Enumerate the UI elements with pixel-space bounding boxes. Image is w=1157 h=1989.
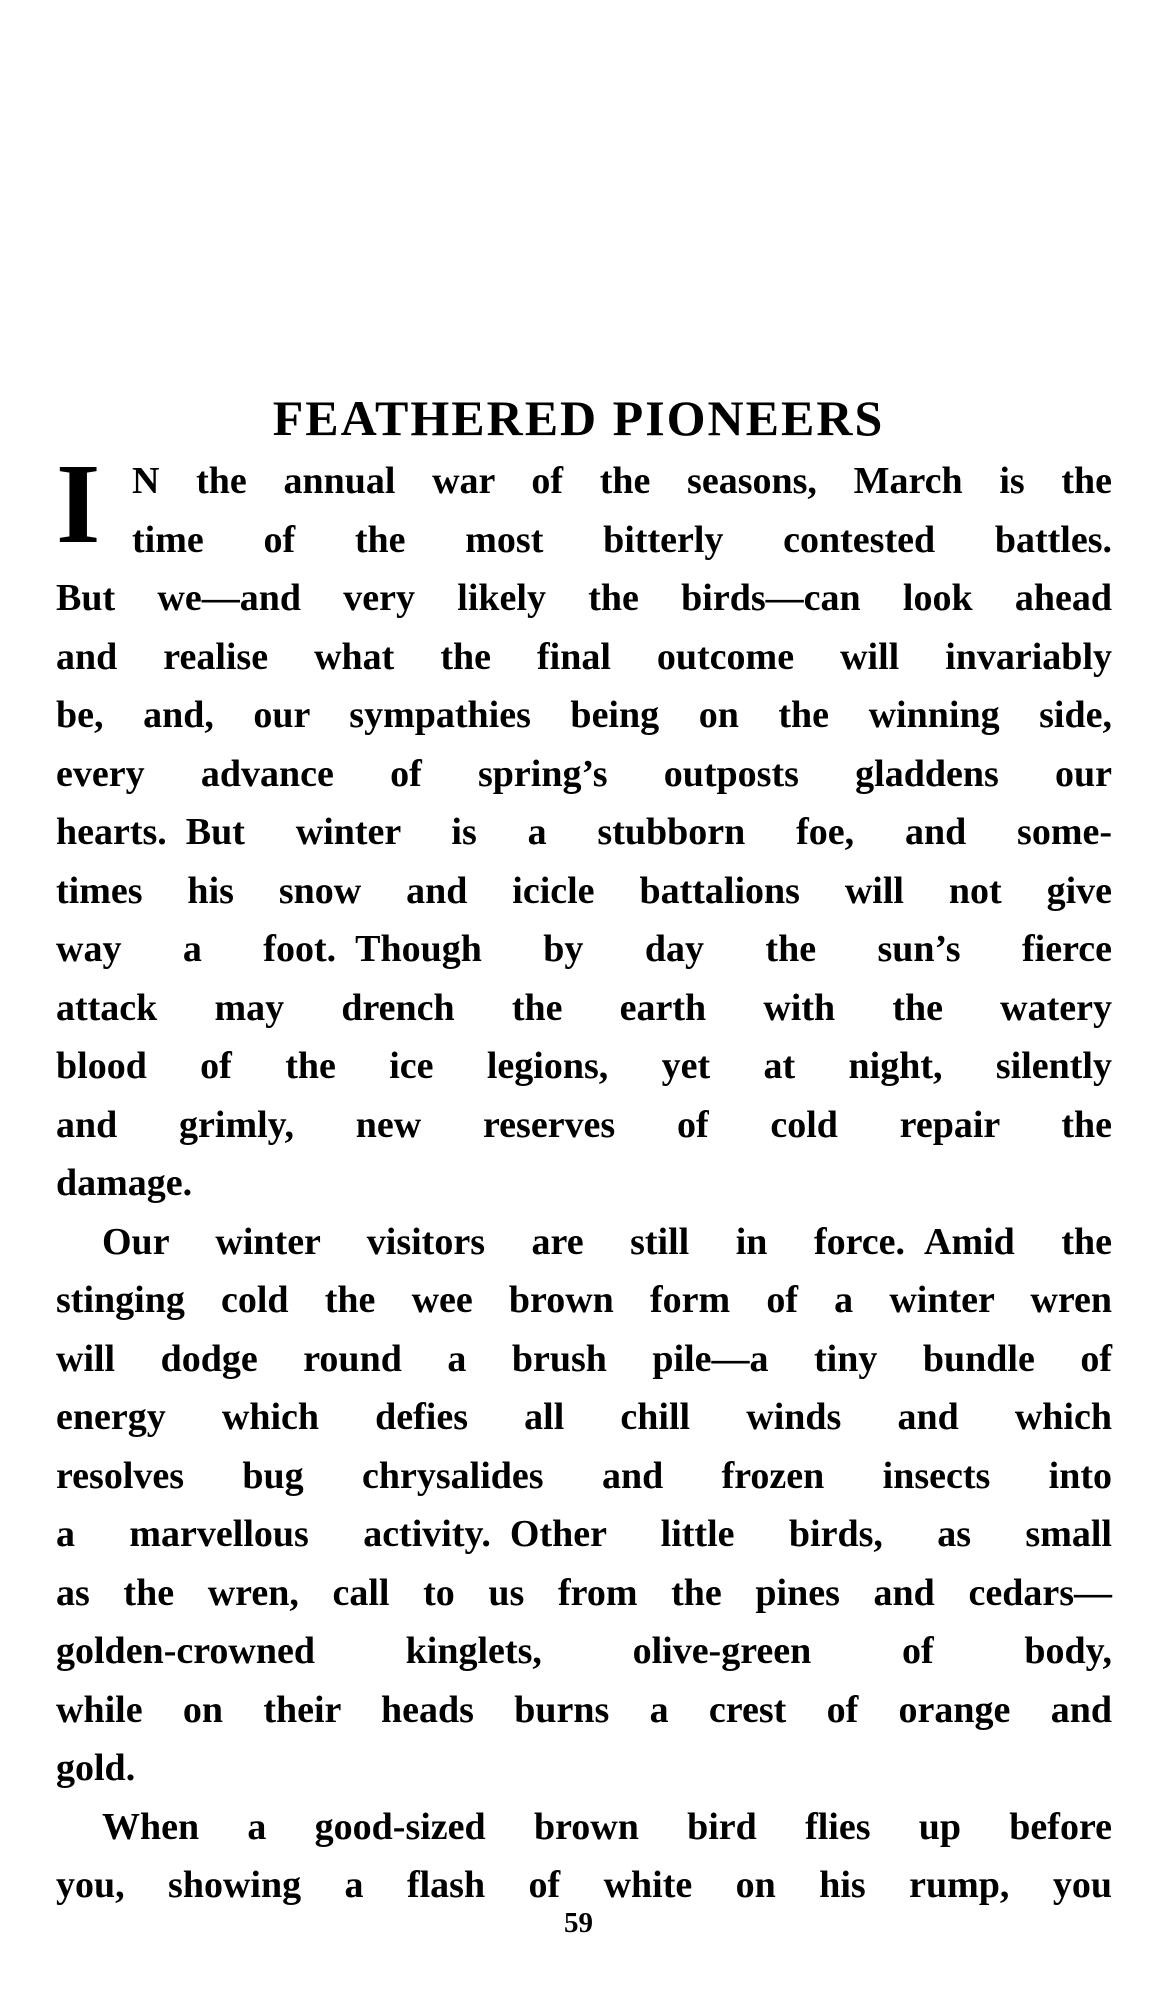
paragraph-3 [56,1798,1112,1915]
body-line: resolves bug chrysalides and frozen insects into [56,1454,1112,1497]
body-line: golden-crowned kinglets, olive-green of body, [56,1630,1112,1672]
body-line: and realise what the final outcome will invariably [56,635,1112,678]
drop-cap: I [56,440,101,567]
body-line: be, and, our sympathies being on the winning side, [56,694,1112,736]
body-line: a marvellous activity. Other little birds, as small [56,1513,1112,1555]
body-line: stinging cold the wee brown form of a winter wren [56,1279,1112,1321]
page-number: 59 [564,1907,593,1939]
body-line: you, showing a flash of white on his rump, you [56,1864,1112,1906]
body-line: gold. [56,1747,136,1789]
body-line: N the annual war of the seasons, March is the [132,460,1112,502]
body-line: Our winter visitors are still in force. Amid the [102,1220,1112,1263]
body-line: while on their heads burns a crest of orange and [56,1688,1112,1731]
body-text [56,440,1112,1915]
body-line: and grimly, new reserves of cold repair the [56,1103,1112,1146]
paragraph-2 [56,1213,1112,1798]
body-line: every advance of spring’s outposts gladdens our [56,752,1112,795]
paragraph-1 [56,440,1112,1213]
body-line: as the wren, call to us from the pines and cedars— [56,1571,1112,1614]
body-line: damage. [56,1162,193,1204]
body-line: energy which defies all chill winds and which [56,1396,1112,1438]
body-line: blood of the ice legions, yet at night, silently [56,1045,1112,1087]
body-line: attack may drench the earth with the watery [56,986,1112,1029]
body-line: times his snow and icicle battalions will not give [56,869,1112,912]
body-line: When a good-sized brown bird flies up before [102,1805,1112,1848]
body-line: way a foot. Though by day the sun’s fierce [56,928,1112,970]
body-line: will dodge round a brush pile—a tiny bundle of [56,1337,1112,1380]
body-line: time of the most bitterly contested battles. [132,518,1112,561]
page-title: FEATHERED PIONEERS [272,389,885,446]
body-line: hearts. But winter is a stubborn foe, and some- [56,811,1112,853]
body-line: But we—and very likely the birds—can look ahead [56,577,1112,619]
